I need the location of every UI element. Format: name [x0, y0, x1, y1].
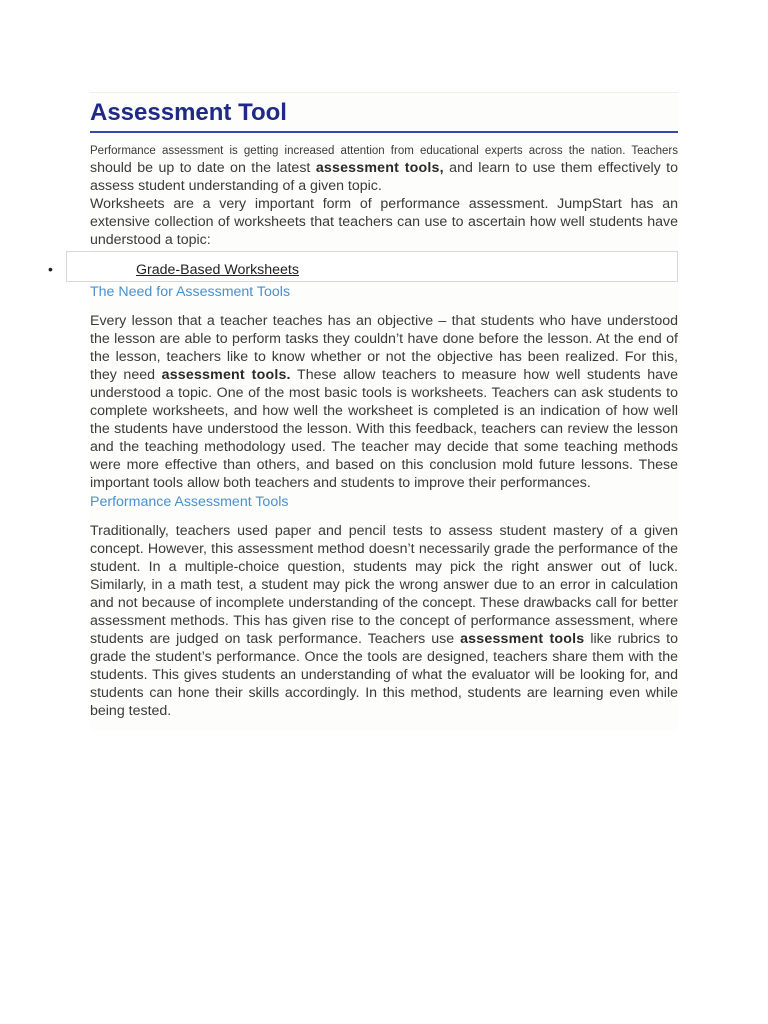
article-content — [48, 92, 679, 731]
section-need-bold-term: assessment tools. — [161, 367, 291, 383]
section-need-body — [90, 312, 678, 492]
section-heading-need: The Need for Assessment Tools — [90, 284, 291, 300]
worksheet-link-box — [48, 251, 678, 282]
intro-lead-text: should be up to date on the latest — [90, 160, 316, 176]
intro-bold-term: assessment tools, — [315, 160, 444, 176]
intro-second-paragraph: Worksheets are a very important form of performance assessment. JumpStart has an extensive collection of worksheets that teachers can use to ascertain how well students have understood a topic: — [90, 196, 678, 248]
section-need-text: Every lesson that a teacher teaches has an objective – that students who have understood the lesson are able to perform tasks they couldn’t have done before the lesson. At the end of the lesson, teachers like to know whether or not the objective has been realized. For this, they need — [90, 313, 678, 383]
section-performance-bold-term: assessment tools — [460, 631, 585, 647]
section-heading-performance: Performance Assessment Tools — [90, 494, 289, 510]
page-title: Assessment Tool — [90, 99, 678, 133]
grade-based-worksheets-link[interactable]: Grade-Based Worksheets — [136, 262, 299, 278]
section-performance-text: Traditionally, teachers used paper and pencil tests to assess student mastery of a given concept. However, this assessment method doesn’t necessarily grade the performance of the student. In a multiple-choice question, students may pick the right answer out of luck. Similarly, in a math test, a student may pick the wrong answer due to an error in calculation and not because of incomplete understanding of the concept. These drawbacks call for better assessment methods. This has given rise to the concept of performance assessment, where students are judged on task performance. Teachers use — [90, 523, 678, 647]
intro-lead-tail: and learn to use them effectively to assess student understanding of a given topic. — [90, 160, 678, 194]
section-performance-text-tail: like rubrics to grade the student’s performance. Once the tools are designed, teachers share them with the students. This gives students an understanding of what the evaluator will be looking for, and students can hone their skills accordingly. In this method, students are learning even while being tested. — [90, 631, 678, 719]
intro-lead-small: Performance assessment is getting increased attention from educational experts across the nation. Teachers — [90, 145, 678, 157]
bullet-icon: • — [48, 261, 53, 277]
section-performance-body — [90, 522, 678, 720]
section-need-text-tail: These allow teachers to measure how well students have understood a topic. One of the most basic tools is worksheets. Teachers can ask students to complete worksheets, and how well the worksheet is completed is an indication of how well the students have understood the lesson. With this feedback, teachers can review the lesson and the teaching methodology used. The teacher may decide that some teaching methods were more effective than others, and based on this conclusion mold future lessons. These important tools allow both teachers and students to improve their performances. — [90, 367, 679, 491]
intro-paragraph — [90, 141, 678, 195]
